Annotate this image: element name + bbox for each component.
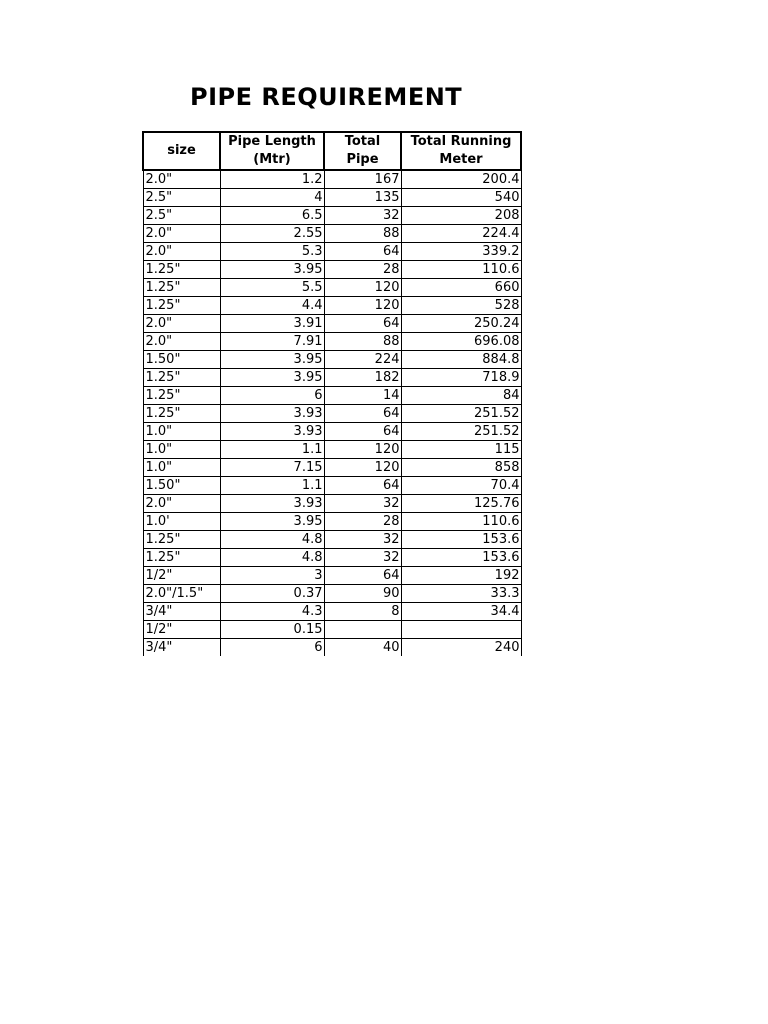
cell-size: 1.25" — [143, 549, 220, 567]
table-body — [143, 170, 521, 656]
cell-total-pipe: 135 — [324, 189, 401, 207]
cell-size: 3/4" — [143, 639, 220, 657]
cell-total-pipe: 32 — [324, 207, 401, 225]
cell-size: 3/4" — [143, 603, 220, 621]
table-row — [143, 405, 521, 423]
cell-total-running-meter: 33.3 — [401, 585, 521, 603]
cell-total-running-meter: 110.6 — [401, 513, 521, 531]
page-title: PIPE REQUIREMENT — [190, 83, 463, 111]
cell-total-running-meter: 110.6 — [401, 261, 521, 279]
cell-total-pipe: 64 — [324, 315, 401, 333]
cell-total-pipe: 28 — [324, 513, 401, 531]
cell-total-running-meter: 339.2 — [401, 243, 521, 261]
cell-size: 1/2" — [143, 567, 220, 585]
header-total-running-meter — [401, 132, 521, 170]
cell-pipe-length: 3.95 — [220, 261, 324, 279]
table-row — [143, 387, 521, 405]
cell-total-pipe: 224 — [324, 351, 401, 369]
cell-size: 1.25" — [143, 387, 220, 405]
cell-total-pipe: 14 — [324, 387, 401, 405]
cell-total-pipe: 64 — [324, 477, 401, 495]
table-row — [143, 315, 521, 333]
cell-total-running-meter: 153.6 — [401, 531, 521, 549]
cell-total-running-meter: 192 — [401, 567, 521, 585]
cell-total-pipe: 8 — [324, 603, 401, 621]
header-total-pipe-line1: Total — [344, 134, 381, 149]
table-row — [143, 297, 521, 315]
cell-pipe-length: 3 — [220, 567, 324, 585]
cell-size: 2.0" — [143, 315, 220, 333]
table-row — [143, 279, 521, 297]
cell-size: 1.25" — [143, 297, 220, 315]
header-pipe-length-line2: (Mtr) — [253, 152, 291, 167]
header-running-line2: Meter — [439, 152, 483, 167]
cell-pipe-length: 0.15 — [220, 621, 324, 639]
cell-size: 1.0" — [143, 441, 220, 459]
cell-pipe-length: 6 — [220, 639, 324, 657]
cell-total-pipe: 64 — [324, 423, 401, 441]
cell-total-running-meter: 696.08 — [401, 333, 521, 351]
table-row — [143, 441, 521, 459]
cell-total-running-meter: 251.52 — [401, 423, 521, 441]
cell-total-pipe: 32 — [324, 495, 401, 513]
table-row — [143, 603, 521, 621]
cell-size: 2.0" — [143, 495, 220, 513]
cell-pipe-length: 3.95 — [220, 351, 324, 369]
cell-size: 1.25" — [143, 405, 220, 423]
cell-total-running-meter: 540 — [401, 189, 521, 207]
cell-pipe-length: 2.55 — [220, 225, 324, 243]
header-pipe-length-line1: Pipe Length — [228, 134, 316, 149]
cell-total-pipe: 90 — [324, 585, 401, 603]
table-row — [143, 170, 521, 189]
cell-total-running-meter: 718.9 — [401, 369, 521, 387]
cell-total-running-meter: 208 — [401, 207, 521, 225]
cell-total-running-meter: 70.4 — [401, 477, 521, 495]
table-row — [143, 225, 521, 243]
cell-total-running-meter: 240 — [401, 639, 521, 657]
table-row — [143, 585, 521, 603]
cell-total-pipe: 120 — [324, 459, 401, 477]
cell-pipe-length: 3.95 — [220, 513, 324, 531]
table-row — [143, 423, 521, 441]
cell-total-running-meter: 153.6 — [401, 549, 521, 567]
cell-pipe-length: 3.95 — [220, 369, 324, 387]
cell-pipe-length: 3.91 — [220, 315, 324, 333]
cell-pipe-length: 4.8 — [220, 531, 324, 549]
table-row — [143, 477, 521, 495]
header-pipe-length — [220, 132, 324, 170]
table-row — [143, 351, 521, 369]
table-row — [143, 459, 521, 477]
cell-total-pipe: 32 — [324, 549, 401, 567]
table-row — [143, 189, 521, 207]
cell-total-running-meter: 250.24 — [401, 315, 521, 333]
cell-total-running-meter: 84 — [401, 387, 521, 405]
cell-total-running-meter: 660 — [401, 279, 521, 297]
table-row — [143, 333, 521, 351]
cell-pipe-length: 3.93 — [220, 423, 324, 441]
table-row — [143, 567, 521, 585]
cell-pipe-length: 4.4 — [220, 297, 324, 315]
pipe-requirement-table — [142, 131, 522, 656]
cell-size: 1/2" — [143, 621, 220, 639]
cell-total-running-meter: 224.4 — [401, 225, 521, 243]
cell-size: 1.25" — [143, 261, 220, 279]
cell-size: 2.0" — [143, 225, 220, 243]
cell-pipe-length: 3.93 — [220, 495, 324, 513]
table-row — [143, 621, 521, 639]
cell-total-pipe: 120 — [324, 297, 401, 315]
table-row — [143, 243, 521, 261]
table-row — [143, 639, 521, 657]
cell-pipe-length: 1.1 — [220, 477, 324, 495]
cell-size: 1.0" — [143, 459, 220, 477]
header-total-pipe — [324, 132, 401, 170]
cell-total-pipe: 32 — [324, 531, 401, 549]
cell-total-running-meter: 34.4 — [401, 603, 521, 621]
table-row — [143, 495, 521, 513]
table-row — [143, 369, 521, 387]
cell-pipe-length: 5.5 — [220, 279, 324, 297]
cell-pipe-length: 1.1 — [220, 441, 324, 459]
cell-pipe-length: 6.5 — [220, 207, 324, 225]
cell-pipe-length: 4.3 — [220, 603, 324, 621]
cell-total-pipe: 182 — [324, 369, 401, 387]
cell-size: 1.0" — [143, 423, 220, 441]
cell-pipe-length: 5.3 — [220, 243, 324, 261]
cell-size: 1.0' — [143, 513, 220, 531]
cell-total-pipe: 88 — [324, 333, 401, 351]
cell-total-running-meter — [401, 621, 521, 639]
header-total-pipe-line2: Pipe — [346, 152, 379, 167]
cell-total-pipe: 28 — [324, 261, 401, 279]
table-row — [143, 207, 521, 225]
cell-total-running-meter: 528 — [401, 297, 521, 315]
cell-total-pipe: 64 — [324, 567, 401, 585]
cell-pipe-length: 7.15 — [220, 459, 324, 477]
cell-size: 2.5" — [143, 207, 220, 225]
header-size — [143, 132, 220, 170]
cell-total-running-meter: 125.76 — [401, 495, 521, 513]
cell-pipe-length: 7.91 — [220, 333, 324, 351]
cell-pipe-length: 4.8 — [220, 549, 324, 567]
cell-pipe-length: 4 — [220, 189, 324, 207]
cell-pipe-length: 0.37 — [220, 585, 324, 603]
table-header-row — [143, 132, 521, 170]
cell-total-running-meter: 858 — [401, 459, 521, 477]
cell-size: 1.25" — [143, 531, 220, 549]
cell-total-running-meter: 115 — [401, 441, 521, 459]
cell-total-pipe: 167 — [324, 170, 401, 189]
cell-size: 2.0" — [143, 243, 220, 261]
cell-size: 1.50" — [143, 477, 220, 495]
cell-size: 2.0" — [143, 333, 220, 351]
cell-size: 1.50" — [143, 351, 220, 369]
cell-pipe-length: 1.2 — [220, 170, 324, 189]
cell-size: 2.0"/1.5" — [143, 585, 220, 603]
header-running-line1: Total Running — [410, 134, 512, 149]
cell-pipe-length: 3.93 — [220, 405, 324, 423]
cell-total-pipe: 64 — [324, 243, 401, 261]
cell-size: 2.5" — [143, 189, 220, 207]
cell-total-running-meter: 251.52 — [401, 405, 521, 423]
cell-size: 1.25" — [143, 369, 220, 387]
table-row — [143, 531, 521, 549]
cell-total-running-meter: 200.4 — [401, 170, 521, 189]
cell-size: 1.25" — [143, 279, 220, 297]
table-row — [143, 549, 521, 567]
cell-total-pipe: 120 — [324, 279, 401, 297]
cell-total-pipe — [324, 621, 401, 639]
table-row — [143, 261, 521, 279]
cell-pipe-length: 6 — [220, 387, 324, 405]
cell-size: 2.0" — [143, 170, 220, 189]
cell-total-pipe: 40 — [324, 639, 401, 657]
table-row — [143, 513, 521, 531]
cell-total-running-meter: 884.8 — [401, 351, 521, 369]
cell-total-pipe: 120 — [324, 441, 401, 459]
cell-total-pipe: 64 — [324, 405, 401, 423]
cell-total-pipe: 88 — [324, 225, 401, 243]
header-size-label: size — [167, 143, 196, 158]
